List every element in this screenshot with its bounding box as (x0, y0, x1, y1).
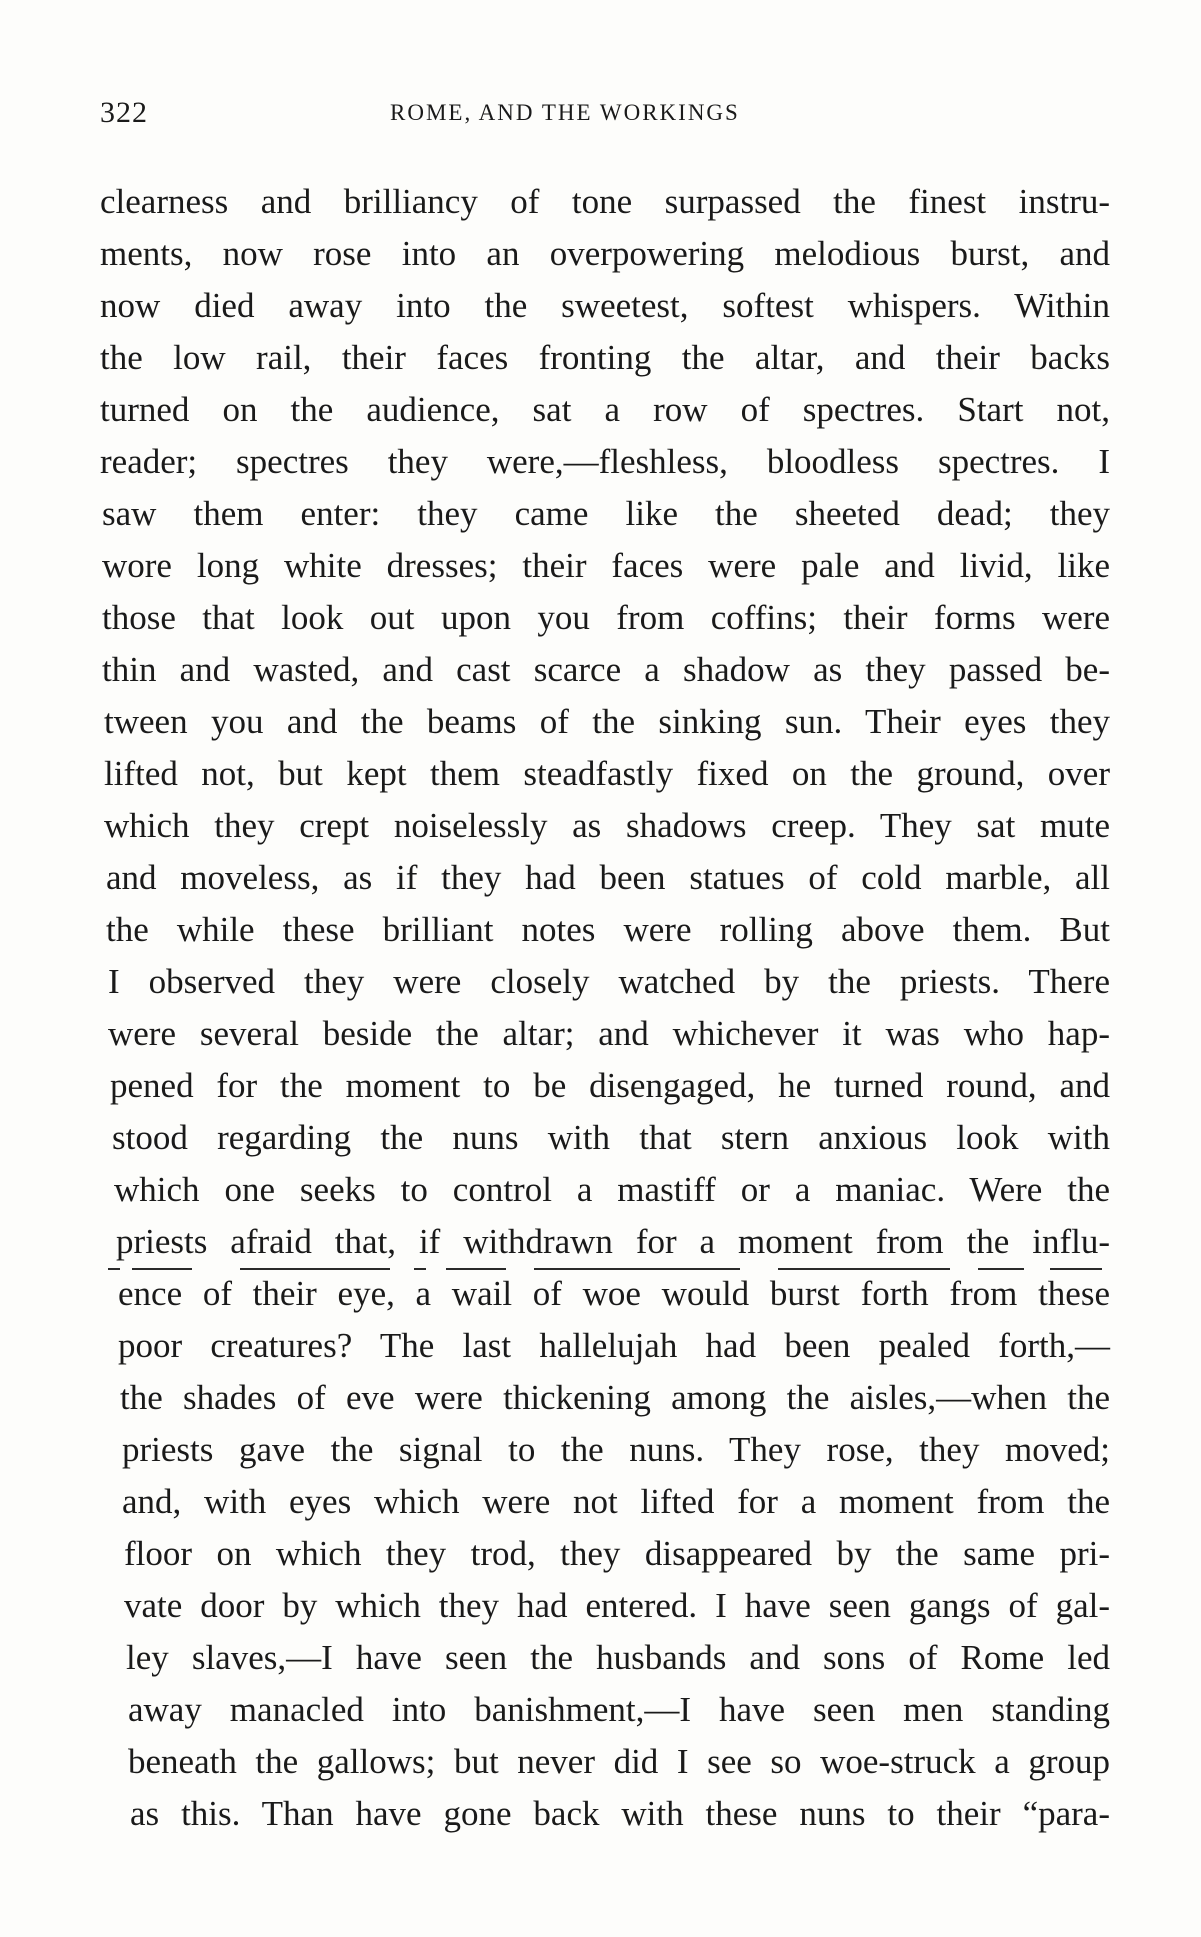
text-line: ley slaves,—I have seen the husbands and sons of Rome led (126, 1638, 1110, 1677)
text-line: as this. Than have gone back with these nuns to their “para- (130, 1794, 1110, 1833)
pencil-underline (778, 1268, 950, 1270)
pencil-underline (534, 1268, 740, 1270)
text-line: tween you and the beams of the sinking sun. Their eyes they (104, 702, 1110, 741)
text-line: clearness and brilliancy of tone surpassed the finest instru- (100, 182, 1110, 221)
text-line: which one seeks to control a mastiff or a maniac. Were the (114, 1170, 1110, 1209)
text-line: the low rail, their faces fronting the altar, and their backs (100, 338, 1110, 377)
text-line: which they crept noiselessly as shadows creep. They sat mute (104, 806, 1110, 845)
pencil-underline (414, 1268, 426, 1270)
text-line: pened for the moment to be disengaged, he turned round, and (110, 1066, 1110, 1105)
text-line: vate door by which they had entered. I have seen gangs of gal- (124, 1586, 1110, 1625)
pencil-underline (132, 1268, 192, 1270)
text-line: poor creatures? The last hallelujah had been pealed forth,— (118, 1326, 1110, 1365)
text-line: lifted not, but kept them steadfastly fixed on the ground, over (104, 754, 1110, 793)
text-line: beneath the gallows; but never did I see so woe-struck a group (128, 1742, 1110, 1781)
running-head (100, 96, 1110, 136)
text-line: floor on which they trod, they disappeared by the same pri- (124, 1534, 1110, 1573)
text-line: ence of their eye, a wail of woe would burst forth from these (118, 1274, 1110, 1313)
text-line: away manacled into banishment,—I have seen men standing (128, 1690, 1110, 1729)
text-line: the while these brilliant notes were rolling above them. But (106, 910, 1110, 949)
text-line: wore long white dresses; their faces were pale and livid, like (102, 546, 1110, 585)
pencil-underline (1050, 1268, 1102, 1270)
text-line: saw them enter: they came like the sheeted dead; they (102, 494, 1110, 533)
pencil-underline (978, 1268, 1024, 1270)
text-line: priests gave the signal to the nuns. They rose, they moved; (122, 1430, 1110, 1469)
text-line: reader; spectres they were,—fleshless, bloodless spectres. I (100, 442, 1110, 481)
text-line: turned on the audience, sat a row of spectres. Start not, (100, 390, 1110, 429)
pencil-underline (446, 1268, 506, 1270)
pencil-underline (240, 1268, 390, 1270)
text-line: thin and wasted, and cast scarce a shadow as they passed be- (102, 650, 1110, 689)
text-line: and moveless, as if they had been statues of cold marble, all (106, 858, 1110, 897)
running-title: ROME, AND THE WORKINGS (390, 100, 740, 125)
pencil-underline (108, 1268, 120, 1270)
text-line: I observed they were closely watched by the priests. There (108, 962, 1110, 1001)
text-line: priests afraid that, if withdrawn for a moment from the influ- (116, 1222, 1110, 1261)
text-line: stood regarding the nuns with that stern anxious look with (112, 1118, 1110, 1157)
text-line: ments, now rose into an overpowering melodious burst, and (100, 234, 1110, 273)
text-line: now died away into the sweetest, softest whispers. Within (100, 286, 1110, 325)
text-line: were several beside the altar; and whichever it was who hap- (108, 1014, 1110, 1053)
text-line: the shades of eve were thickening among the aisles,—when the (120, 1378, 1110, 1417)
text-line: and, with eyes which were not lifted for a moment from the (122, 1482, 1110, 1521)
page-number: 322 (100, 96, 148, 129)
text-line: those that look out upon you from coffins; their forms were (102, 598, 1110, 637)
